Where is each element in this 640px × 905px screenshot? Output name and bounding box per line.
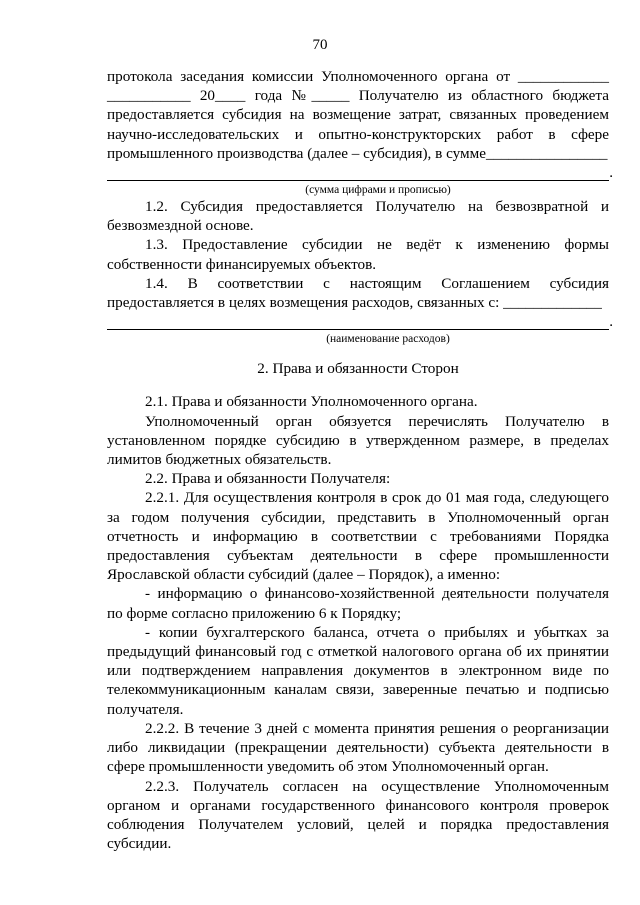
clause-2-1: 2.1. Права и обязанности Уполномоченного органа. [145, 393, 478, 411]
spacer [107, 346, 609, 359]
sum-line [107, 163, 613, 182]
clause-2-2-3: 2.2.3. Получатель согласен на осуществление Уполномоченным органом и органами государственного финансового контроля проверок соблюдения Получателем условий, целей и порядка предоставления субсидии. [107, 777, 609, 853]
intro-paragraph: протокола заседания комиссии Уполномоченного органа от ____________ ___________ 20____ года №_____ Получателю из областного бюджета предоставляется субсидия на возмещение затрат, связанных проведением научно-исследовательских и опытно-конструкторских работ в сфере промышленного производства (далее – субсидия), в сумме________________ [107, 68, 609, 162]
sum-line-end: . [609, 164, 613, 182]
clause-1-2: 1.2. Субсидия предоставляется Получателю на безвозвратной и безвозмездной основе. [107, 198, 609, 235]
list-item-financial-info: - информацию о финансово-хозяйственной деятельности получателя по форме согласно приложению 6 к Порядку; [107, 585, 609, 622]
document-body [107, 67, 613, 853]
expenses-caption: (наименование расходов) [326, 333, 450, 346]
clause-2-2: 2.2. Права и обязанности Получателя: [145, 470, 391, 488]
clause-1-3: 1.3. Предоставление субсидии не ведёт к изменению формы собственности финансируемых объектов. [107, 236, 609, 273]
section-heading: 2. Права и обязанности Сторон [257, 360, 459, 378]
list-item-balance-copies: - копии бухгалтерского баланса, отчета о прибылях и убытках за предыдущий финансовый год с отметкой налогового органа об их принятии или подтверждением направления документов в электронном виде по телекоммуникационным каналам связи, заверенные печатью и подписью получателя. [107, 623, 609, 718]
sum-caption: (сумма цифрами и прописью) [305, 184, 451, 197]
spacer [107, 378, 609, 392]
clause-2-2-2: 2.2.2. В течение 3 дней с момента принятия решения о реорганизации либо ликвидации (прекращении деятельности) субъекта деятельности в сфере промышленности уведомить об этом Уполномоченный орган. [107, 719, 609, 776]
expenses-line-end: . [609, 313, 613, 331]
page-number: 70 [312, 37, 328, 53]
clause-2-2-1: 2.2.1. Для осуществления контроля в срок до 01 мая года, следующего за годом получения субсидии, представить в Уполномоченный орган отчетность и информацию в соответствии с требованиями Порядка предоставления субъектам деятельности в сфере промышленности Ярославской области субсидий (далее – Порядок), а именно: [107, 489, 609, 584]
expenses-line [107, 312, 613, 331]
clause-1-4: 1.4. В соответствии с настоящим Соглашением субсидия предоставляется в целях возмещения расходов, связанных с: _____________ [107, 274, 609, 312]
clause-2-1-text: Уполномоченный орган обязуется перечислять Получателю в установленном порядке субсидию в утвержденном размере, в пределах лимитов бюджетных обязательств. [107, 412, 609, 469]
expenses-fill-line [107, 312, 609, 330]
sum-fill-line [107, 163, 609, 181]
